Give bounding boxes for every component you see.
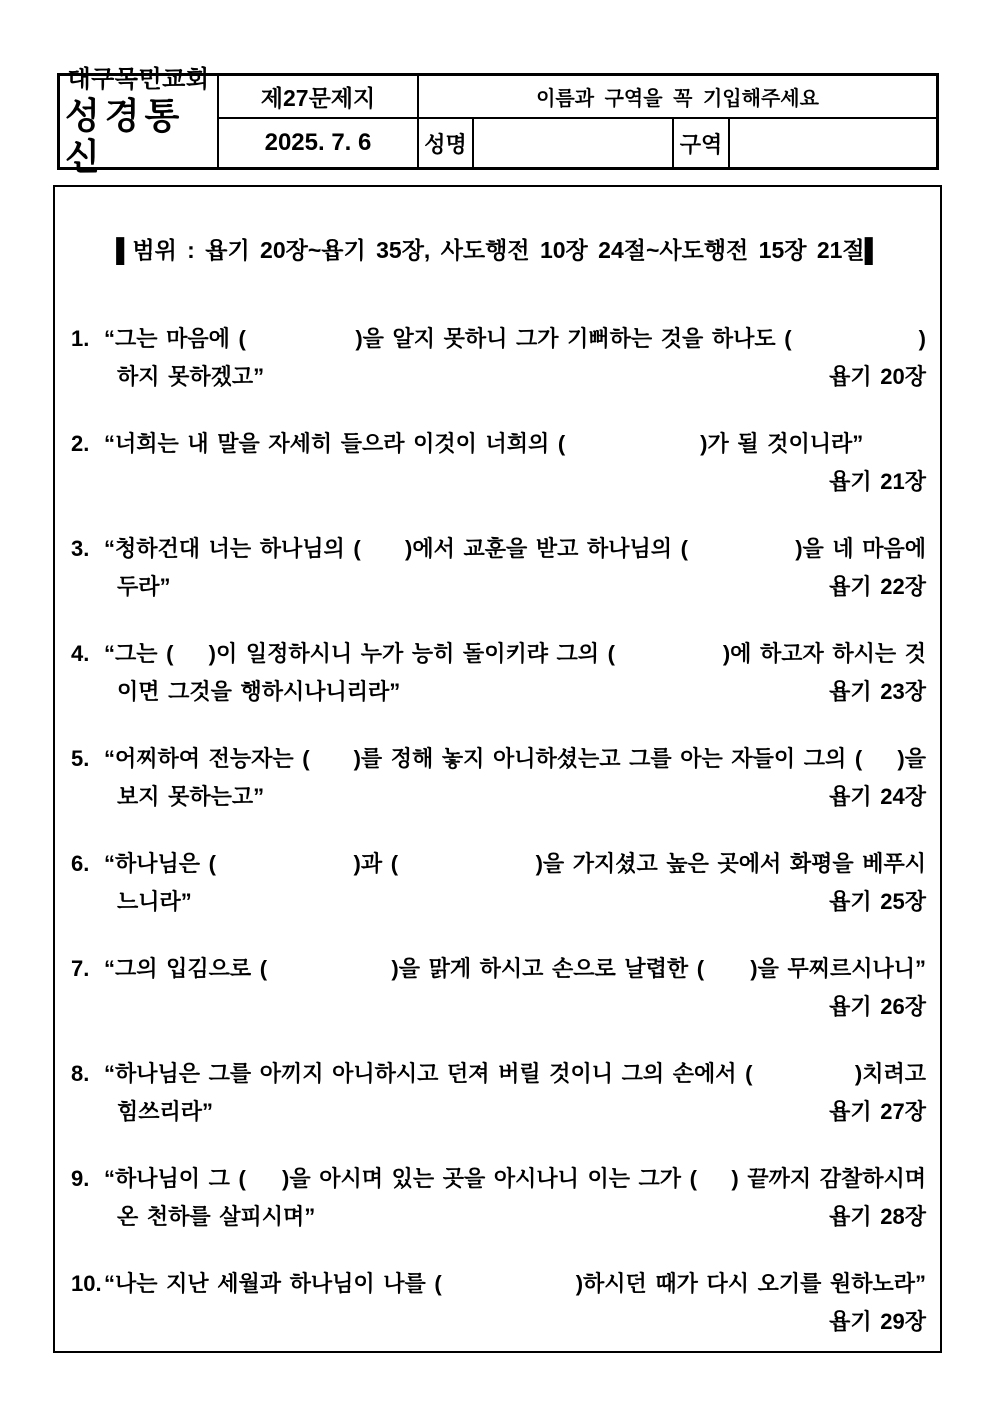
question-text: 이면 그것을 행하시나니리라” (117, 679, 401, 704)
question-text: “나는 지난 세월과 하나님이 나를 ( (104, 1271, 442, 1296)
question-text: )치려고 (854, 1061, 926, 1086)
question-list (71, 320, 926, 1341)
question-text: “그의 입김으로 ( (104, 956, 268, 981)
quiz-range: ▌범위 : 욥기 20장~욥기 35장, 사도행전 10장 24절~사도행전 15장 21절▌ (116, 237, 881, 263)
answer-blank[interactable] (752, 1080, 855, 1081)
issue-label: 제27문제지 (219, 76, 419, 119)
question-line (71, 740, 926, 778)
question-number: 10. (71, 1271, 102, 1296)
question (71, 320, 926, 396)
question-text: )을 가지셨고 높은 곳에서 화평을 베푸시 (535, 851, 926, 876)
question-text: )을 아시며 있는 곳을 아시나니 이는 그가 ( (282, 1166, 698, 1191)
answer-blank[interactable] (246, 345, 356, 346)
name-label: 성명 (419, 119, 474, 167)
question (71, 740, 926, 816)
question-text: 하지 못하겠고” (117, 364, 265, 389)
question (71, 845, 926, 921)
question-text: “그는 마음에 ( (104, 326, 246, 351)
question-text: “하나님은 그를 아끼지 아니하시고 던져 버릴 것이니 그의 손에서 ( (104, 1061, 753, 1086)
question-text: “어찌하여 전능자는 ( (104, 746, 310, 771)
question-number: 1. (71, 326, 90, 351)
question-text: “하나님이 그 ( (104, 1166, 246, 1191)
program-title: 성경통신 (65, 94, 185, 177)
answer-blank[interactable] (697, 1185, 731, 1186)
answer-blank[interactable] (216, 870, 354, 871)
question-text: “그는 ( (104, 641, 174, 666)
question-continuation-line (71, 673, 926, 711)
question (71, 425, 926, 501)
question-line (71, 1055, 926, 1093)
question-text: 보지 못하는고” (117, 784, 265, 809)
question-text: )을 무찌르시나니” (750, 956, 926, 981)
question-text: )이 일정하시니 누가 능히 돌이키랴 그의 ( (208, 641, 615, 666)
question-continuation-line (71, 358, 926, 396)
verse-reference: 욥기 21장 (829, 469, 926, 494)
question-text: )을 네 마음에 (795, 536, 926, 561)
answer-blank[interactable] (615, 660, 723, 661)
name-input-cell[interactable] (474, 119, 674, 167)
question-continuation-line (71, 1093, 926, 1131)
question-continuation-line (71, 778, 926, 816)
question-text: “하나님은 ( (104, 851, 216, 876)
question-text: ) (918, 326, 926, 351)
district-label: 구역 (674, 119, 730, 167)
question-text: )하시던 때가 다시 오기를 원하노라” (575, 1271, 926, 1296)
answer-blank[interactable] (246, 1185, 282, 1186)
verse-reference: 욥기 27장 (829, 1099, 926, 1124)
fill-in-notice: 이름과 구역을 꼭 기입해주세요 (419, 76, 936, 119)
question-number: 4. (71, 641, 90, 666)
verse-reference: 욥기 24장 (829, 784, 926, 809)
question-number: 5. (71, 746, 90, 771)
question-continuation-line (71, 1198, 926, 1236)
church-logo-cell (60, 65, 219, 177)
answer-blank[interactable] (361, 555, 405, 556)
verse-reference: 욥기 20장 (829, 364, 926, 389)
question-text: “청하건대 너는 하나님의 ( (104, 536, 361, 561)
question-line (71, 425, 926, 463)
answer-blank[interactable] (688, 555, 795, 556)
verse-reference: 욥기 29장 (829, 1309, 926, 1334)
verse-reference: 욥기 22장 (829, 574, 926, 599)
verse-reference: 욥기 25장 (829, 889, 926, 914)
church-name: 대구목민교회 (67, 65, 210, 93)
question-text: 힘쓰리라” (117, 1099, 214, 1124)
answer-blank[interactable] (310, 765, 354, 766)
question-continuation-line (71, 1303, 926, 1341)
question-number: 9. (71, 1166, 90, 1191)
answer-blank[interactable] (704, 975, 750, 976)
question-text: ) 끝까지 감찰하시며 (731, 1166, 926, 1191)
question (71, 1160, 926, 1236)
answer-blank[interactable] (792, 345, 919, 346)
question-text: )가 될 것이니라” (700, 431, 864, 456)
question-line (71, 530, 926, 568)
header-table (57, 65, 939, 177)
question-line (71, 1265, 926, 1303)
question-line (71, 845, 926, 883)
question (71, 635, 926, 711)
answer-blank[interactable] (442, 1290, 576, 1291)
question-line (71, 1160, 926, 1198)
question-continuation-line (71, 883, 926, 921)
question (71, 530, 926, 606)
question-continuation-line (71, 463, 926, 501)
answer-blank[interactable] (398, 870, 536, 871)
question-line (71, 950, 926, 988)
question-text: “너희는 내 말을 자세히 들으라 이것이 너희의 ( (104, 431, 566, 456)
question-text: )을 (897, 746, 926, 771)
answer-blank[interactable] (862, 765, 897, 766)
question (71, 1265, 926, 1341)
question (71, 950, 926, 1026)
question-text: 두라” (117, 574, 171, 599)
question (71, 1055, 926, 1131)
question-number: 7. (71, 956, 90, 981)
question-text: )을 알지 못하니 그가 기뻐하는 것을 하나도 ( (355, 326, 792, 351)
district-input-cell[interactable] (730, 119, 936, 167)
question-text: )를 정해 놓지 아니하셨는고 그를 아는 자들이 그의 ( (353, 746, 863, 771)
question-number: 2. (71, 431, 90, 456)
answer-blank[interactable] (173, 660, 208, 661)
question-text: )과 ( (353, 851, 399, 876)
question-text: )을 맑게 하시고 손으로 날렵한 ( (391, 956, 705, 981)
question-line (71, 320, 926, 358)
question-text: )에서 교훈을 받고 하나님의 ( (405, 536, 688, 561)
question-number: 3. (71, 536, 90, 561)
issue-date: 2025. 7. 6 (219, 119, 419, 167)
answer-blank[interactable] (267, 975, 391, 976)
answer-blank[interactable] (565, 450, 700, 451)
question-line (71, 635, 926, 673)
question-text: )에 하고자 하시는 것 (722, 641, 926, 666)
question-text: 느니라” (117, 889, 192, 914)
question-continuation-line (71, 568, 926, 606)
verse-reference: 욥기 23장 (829, 679, 926, 704)
question-number: 6. (71, 851, 90, 876)
question-text: 온 천하를 살피시며” (117, 1204, 316, 1229)
verse-reference: 욥기 26장 (829, 994, 926, 1019)
question-sheet (53, 185, 942, 1353)
question-continuation-line (71, 988, 926, 1026)
question-number: 8. (71, 1061, 90, 1086)
verse-reference: 욥기 28장 (829, 1204, 926, 1229)
